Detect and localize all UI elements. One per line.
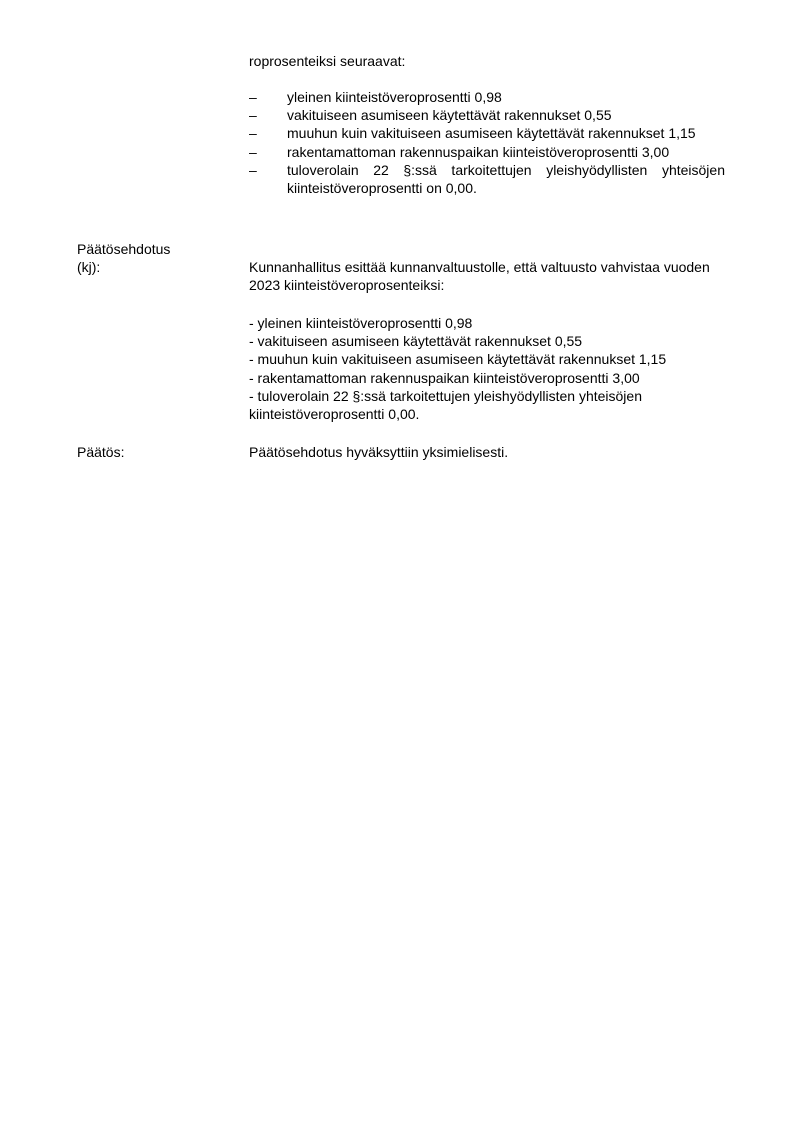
rates-list xyxy=(249,88,725,197)
list-bullet: – xyxy=(249,89,257,105)
list-bullet: – xyxy=(249,143,257,160)
list-item: - tuloverolain 22 §:ssä tarkoitettujen yleishyödyllisten yhteisöjen kiinteistöveroprosentti 0,00. xyxy=(249,387,642,423)
proposal-rates-list xyxy=(249,314,731,423)
list-item xyxy=(249,124,725,142)
list-bullet: – xyxy=(249,107,257,124)
list-item xyxy=(249,106,725,124)
proposal-label-suffix: (kj): xyxy=(77,259,101,275)
list-item xyxy=(249,161,725,197)
list-item: - rakentamattoman rakennuspaikan kiinteistöveroprosentti 3,00 xyxy=(249,369,640,386)
intro-text: roprosenteiksi seuraavat: xyxy=(249,53,406,69)
list-item xyxy=(249,143,725,161)
list-item-text: rakentamattoman rakennuspaikan kiinteistöveroprosentti 3,00 xyxy=(287,143,670,160)
decision-label: Päätös: xyxy=(77,444,125,460)
proposal-label: Päätösehdotus xyxy=(77,241,171,257)
list-item-text: yleinen kiinteistöveroprosentti 0,98 xyxy=(287,89,502,105)
list-item-text: tuloverolain 22 §:ssä tarkoitettujen yleishyödyllisten yhteisöjen kiinteistöveroprosentti on 0,00. xyxy=(287,161,725,197)
list-item-text: muuhun kuin vakituiseen asumiseen käytettävät rakennukset 1,15 xyxy=(287,125,696,142)
list-item-text: vakituiseen asumiseen käytettävät rakennukset 0,55 xyxy=(287,107,612,124)
list-bullet: – xyxy=(249,161,257,178)
list-item: - muuhun kuin vakituiseen asumiseen käytettävät rakennukset 1,15 xyxy=(249,351,667,368)
list-item xyxy=(249,88,725,106)
list-item: - yleinen kiinteistöveroprosentti 0,98 xyxy=(249,315,473,331)
list-bullet: – xyxy=(249,125,257,142)
decision-text: Päätösehdotus hyväksyttiin yksimielisesti. xyxy=(249,444,509,460)
proposal-text: Kunnanhallitus esittää kunnanvaltuustolle, että valtuusto vahvistaa vuoden 2023 kiinteistöveroprosenteiksi: xyxy=(249,259,710,294)
list-item: - vakituiseen asumiseen käytettävät rakennukset 0,55 xyxy=(249,333,583,350)
